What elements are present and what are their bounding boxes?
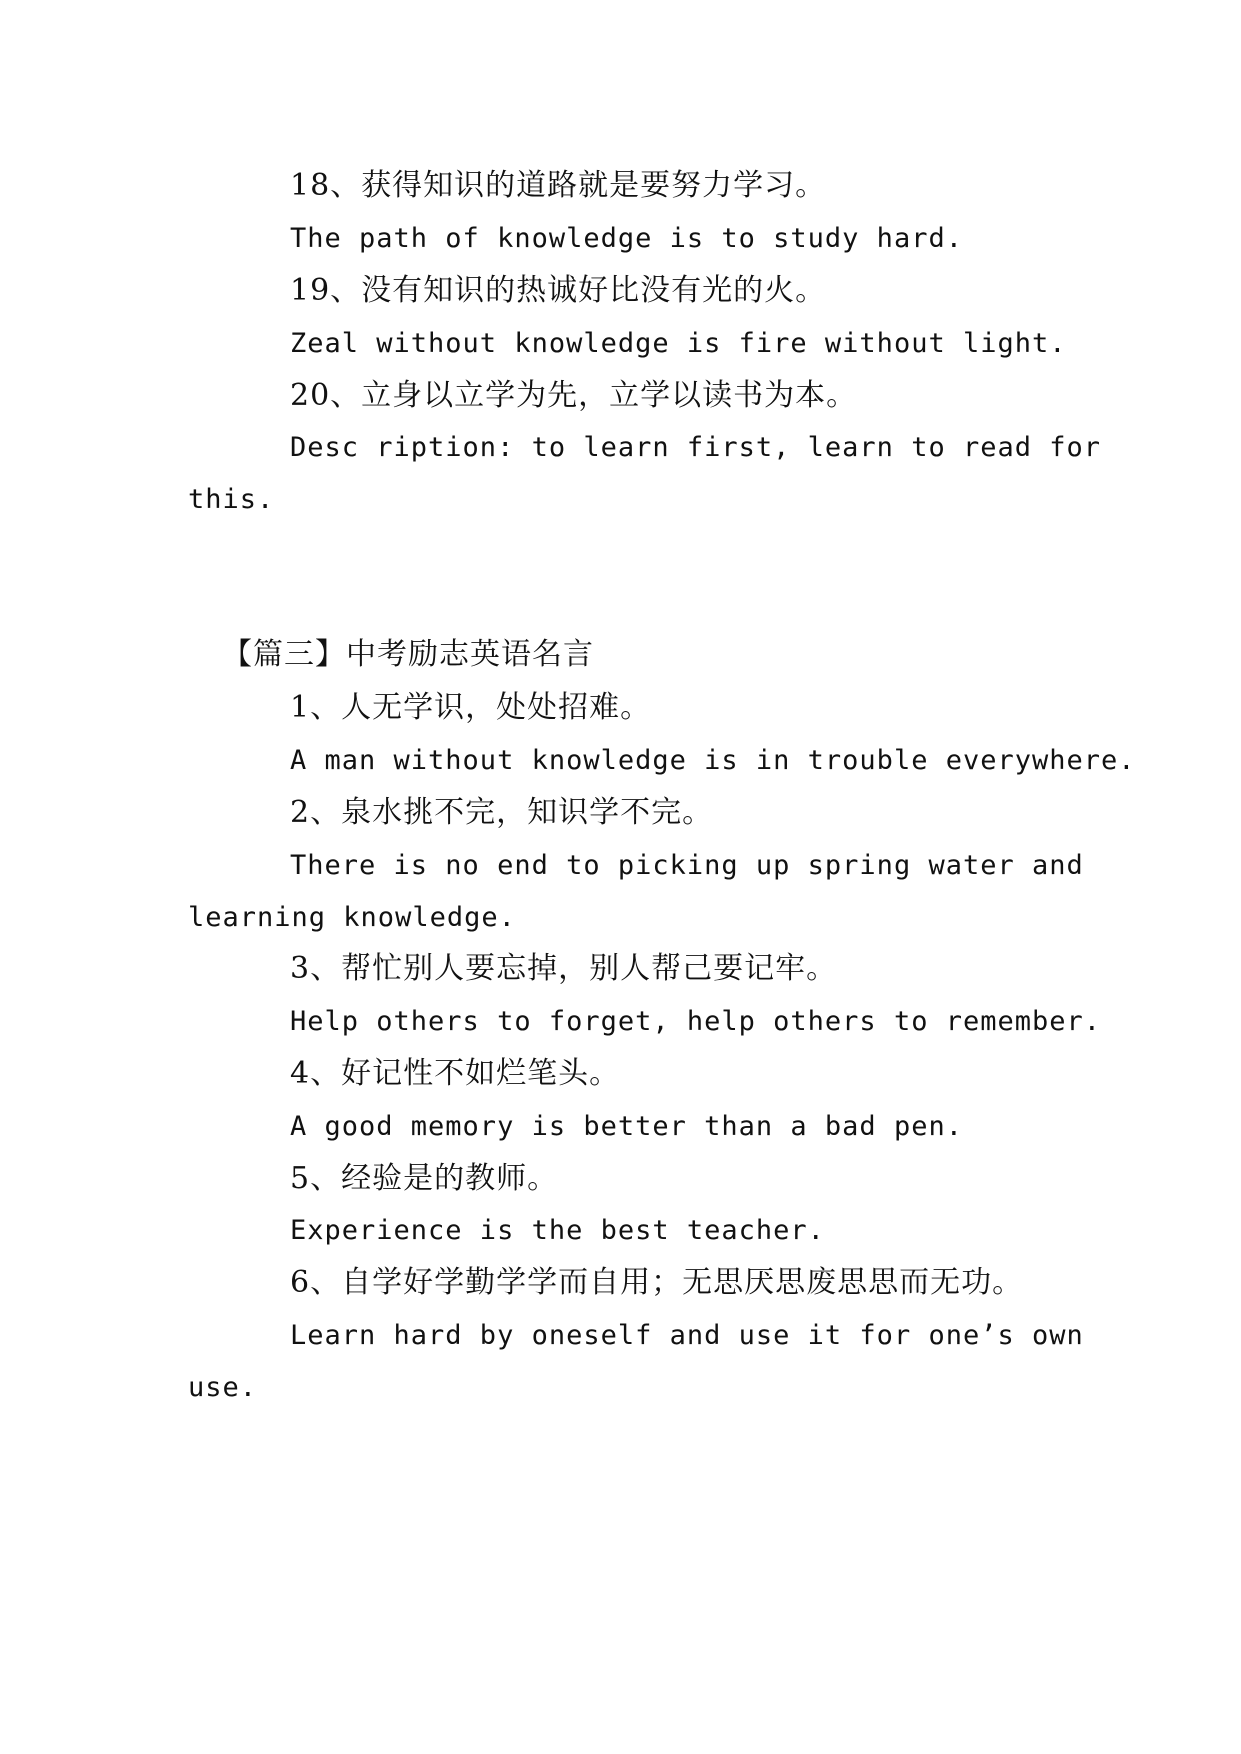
quote-2-chinese: 2、泉水挑不完，知识学不完。 — [290, 795, 714, 830]
quote-20-chinese: 20、立身以立学为先，立学以读书为本。 — [290, 378, 858, 413]
quote-20-english-line-1: Desc ription: to learn first, learn to read for — [290, 432, 1102, 463]
quote-1-chinese: 1、人无学识，处处招难。 — [290, 690, 652, 725]
quote-6-chinese: 6、自学好学勤学学而自用；无思厌思废思思而无功。 — [290, 1265, 1024, 1300]
quote-4-english: A good memory is better than a bad pen. — [290, 1111, 963, 1142]
quote-2-english-line-1: There is no end to picking up spring water and — [290, 850, 1084, 881]
quote-3-chinese: 3、帮忙别人要忘掉，别人帮己要记牢。 — [290, 951, 838, 986]
quote-19-english: Zeal without knowledge is fire without light. — [290, 328, 1067, 359]
quote-5-english: Experience is the best teacher. — [290, 1215, 825, 1246]
quote-18-english: The path of knowledge is to study hard. — [290, 223, 963, 254]
quote-20-english-line-2: this. — [188, 484, 275, 515]
quote-3-english: Help others to forget, help others to remember. — [290, 1006, 1102, 1037]
quote-5-chinese: 5、经验是的教师。 — [290, 1161, 559, 1196]
quote-6-english-line-2: use. — [188, 1372, 258, 1403]
quote-4-chinese: 4、好记性不如烂笔头。 — [290, 1056, 621, 1091]
quote-18-chinese: 18、获得知识的道路就是要努力学习。 — [290, 168, 827, 203]
quote-2-english-line-2: learning knowledge. — [188, 902, 516, 933]
quote-6-english-line-1: Learn hard by oneself and use it for one’s own — [290, 1320, 1084, 1351]
quote-1-english: A man without knowledge is in trouble everywhere. — [290, 745, 1136, 776]
quote-19-chinese: 19、没有知识的热诚好比没有光的火。 — [290, 273, 827, 308]
section-heading: 【篇三】中考励志英语名言 — [222, 637, 594, 672]
